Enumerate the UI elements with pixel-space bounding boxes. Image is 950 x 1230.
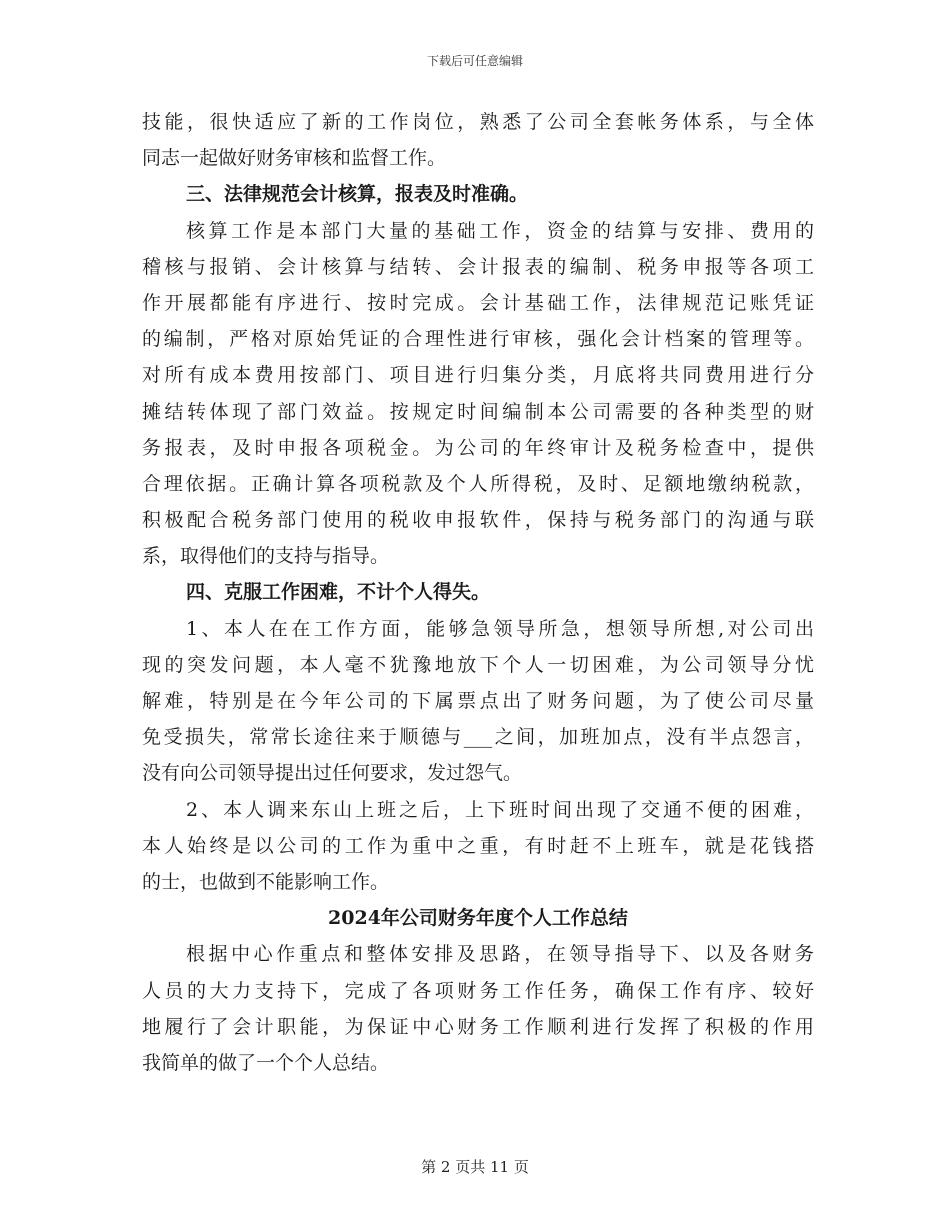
text-line: 没有向公司领导提出过任何要求，发过怨气。 [142,762,523,785]
text-line: 对所有成本费用按部门、项目进行归集分类，月底将共同费用进行分 [142,364,814,387]
text-line: 同志一起做好财务审核和监督工作。 [142,147,447,170]
text-line: 的编制，严格对原始凭证的合理性进行审核，强化会计档案的管理等。 [142,328,814,351]
text-line: 核算工作是本部门大量的基础工作，资金的结算与安排、费用的 [186,219,814,242]
section-heading: 四、克服工作困难，不计个人得失。 [186,581,491,604]
text-line: 作开展都能有序进行、按时完成。会计基础工作，法律规范记账凭证 [142,291,814,314]
text-line: 务报表，及时申报各项税金。为公司的年终审计及税务检查中，提供 [142,436,814,459]
page-footer: 第 2 页共 11 页 [421,1158,529,1176]
text-line: 根据中心作重点和整体安排及思路，在领导指导下、以及各财务 [186,943,814,966]
text-line: 稽核与报销、会计核算与结转、会计报表的编制、税务申报等各项工 [142,255,814,278]
document-title: 2024年公司财务年度个人工作总结 [328,907,628,930]
text-line: 摊结转体现了部门效益。按规定时间编制本公司需要的各种类型的财 [142,400,814,423]
text-line: 积极配合税务部门使用的税收申报软件，保持与税务部门的沟通与联 [142,509,814,532]
text-line: 我简单的做了一个个人总结。 [142,1051,390,1074]
text-line: 1、本人在在工作方面，能够急领导所急，想领导所想,对公司出 [186,617,814,640]
text-line: 现的突发问题，本人毫不犹豫地放下个人一切困难，为公司领导分忧 [142,653,814,676]
text-line: 合理依据。正确计算各项税款及个人所得税，及时、足额地缴纳税款， [142,472,814,495]
text-line: 免受损失，常常长途往来于顺德与___之间，加班加点，没有半点怨言， [142,726,814,749]
text-line: 地履行了会计职能，为保证中心财务工作顺利进行发挥了积极的作用 [142,1015,814,1038]
page-header: 下载后可任意编辑 [426,54,523,68]
text-line: 解难，特别是在今年公司的下属票点出了财务问题，为了使公司尽量 [142,690,814,712]
text-line: 2、本人调来东山上班之后，上下班时间出现了交通不便的困难， [186,798,814,821]
text-line: 技能，很快适应了新的工作岗位，熟悉了公司全套帐务体系，与全体 [142,111,814,133]
text-line: 的士，也做到不能影响工作。 [142,870,390,893]
text-line: 系，取得他们的支持与指导。 [142,545,390,568]
document-body [142,104,814,1081]
section-heading: 三、法律规范会计核算，报表及时准确。 [186,183,529,206]
text-line: 人员的大力支持下，完成了各项财务工作任务，确保工作有序、较好 [142,979,814,1002]
text-line: 本人始终是以公司的工作为重中之重，有时赶不上班车，就是花钱搭 [142,834,814,857]
